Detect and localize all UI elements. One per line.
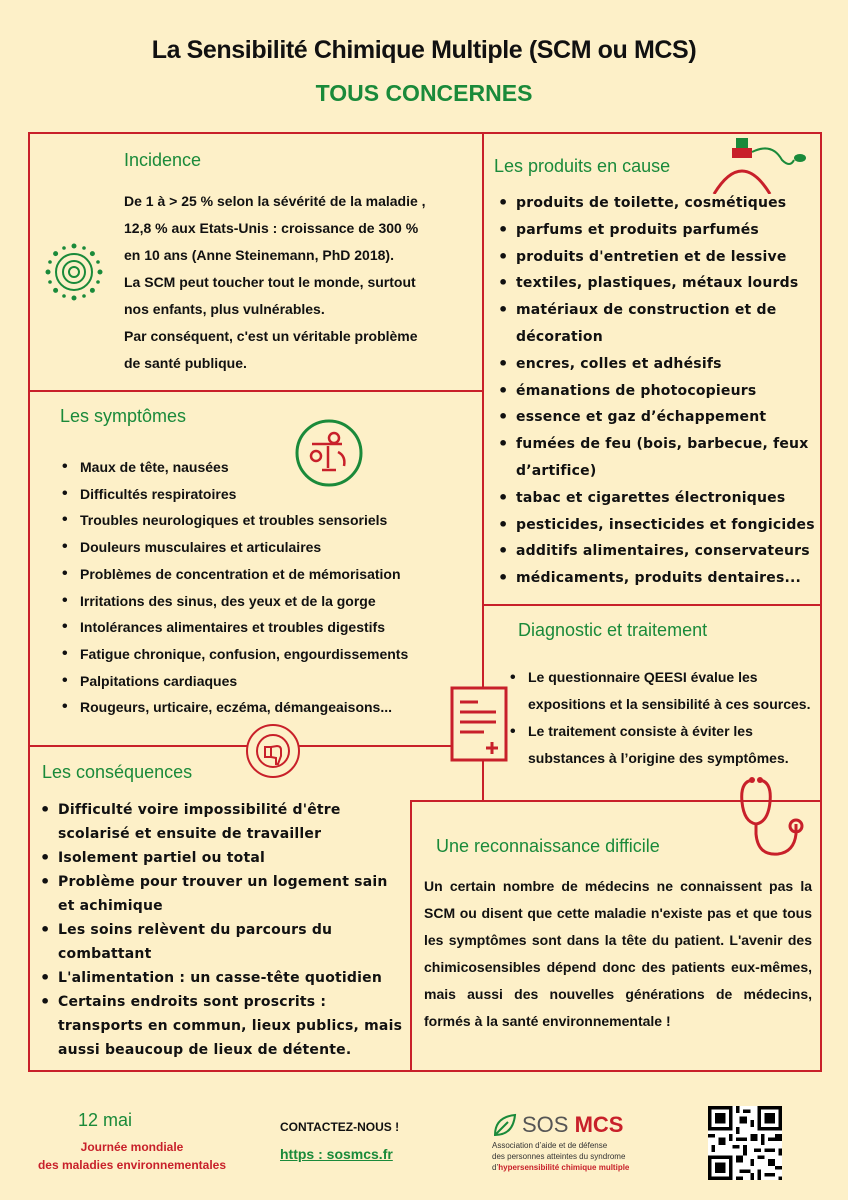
logo-title: SOS MCS xyxy=(522,1112,624,1137)
list-item: • Palpitations cardiaques xyxy=(58,668,468,695)
incidence-text: De 1 à > 25 % selon la sévérité de la maladie , 12,8 % aux Etats-Unis : croissance de 300 % en 10 ans (Anne Steinemann, PhD 2018). La SCM peut toucher tout le monde, surtout nos enfants, plus vulnérables. Par conséquent, c'est un véritable problème de santé publique. xyxy=(124,193,426,371)
list-item: • parfums et produits parfumés xyxy=(494,217,816,244)
list-item: • fumées de feu (bois, barbecue, feux d’artifice) xyxy=(494,431,816,485)
thumbs-down-icon xyxy=(244,722,302,780)
produits-heading: Les produits en cause xyxy=(494,156,671,176)
list-item: • tabac et cigarettes électroniques xyxy=(494,485,816,512)
list-item: • Rougeurs, urticaire, eczéma, démangeaisons... xyxy=(58,694,468,721)
page-title: La Sensibilité Chimique Multiple (SCM ou MCS) xyxy=(151,36,697,64)
list-item: • Isolement partiel ou total xyxy=(36,846,408,870)
list-item: • produits de toilette, cosmétiques xyxy=(494,190,816,217)
virus-icon xyxy=(44,242,104,302)
stethoscope-icon xyxy=(734,774,814,862)
list-item: • encres, colles et adhésifs xyxy=(494,351,816,378)
list-item: • Troubles neurologiques et troubles sensoriels xyxy=(58,507,468,534)
logo-tagline: Association d’aide et de défense des personnes atteintes du syndrome d’hypersensibilité chimique multiple xyxy=(492,1141,630,1172)
list-item: • additifs alimentaires, conservateurs xyxy=(494,538,816,565)
list-item: • Les soins relèvent du parcours du combattant xyxy=(36,918,408,966)
list-item: • L'alimentation : un casse-tête quotidien xyxy=(36,966,408,990)
reconnaissance-heading: Une reconnaissance difficile xyxy=(436,836,660,856)
diagnostic-heading: Diagnostic et traitement xyxy=(518,620,708,640)
list-item: • matériaux de construction et de décoration xyxy=(494,297,816,351)
contact-label: CONTACTEZ-NOUS ! xyxy=(280,1120,400,1134)
list-item: • essence et gaz d’échappement xyxy=(494,404,816,431)
list-item: • pesticides, insecticides et fongicides xyxy=(494,512,816,539)
produits-list xyxy=(494,190,816,592)
consequences-list xyxy=(36,798,408,1062)
footer-date: 12 mai xyxy=(78,1110,133,1130)
diagnostic-list xyxy=(506,664,818,772)
list-item: • Maux de tête, nausées xyxy=(58,454,468,481)
list-item: • Difficulté voire impossibilité d'être scolarisé et ensuite de travailler xyxy=(36,798,408,846)
page-subtitle: TOUS CONCERNES xyxy=(315,80,533,106)
list-item: • Le traitement consiste à éviter les substances à l’origine des symptômes. xyxy=(506,718,818,772)
symptomes-heading: Les symptômes xyxy=(60,406,187,426)
list-item: • textiles, plastiques, métaux lourds xyxy=(494,270,816,297)
reconnaissance-text: Un certain nombre de médecins ne connaissent pas la SCM ou disent que cette maladie n'existe pas et que tous les symptômes sont dans la tête du patient. L'avenir des chimicosensibles dépend donc des patients eux-mêmes, mais aussi des nouvelles générations de médecins, formés à la santé environnementale ! xyxy=(424,878,812,1029)
list-item: • Le questionnaire QEESI évalue les expositions et la sensibilité à ces sources. xyxy=(506,664,818,718)
list-item: • produits d'entretien et de lessive xyxy=(494,244,816,271)
list-item: • Fatigue chronique, confusion, engourdissements xyxy=(58,641,468,668)
footer-journee: Journée mondiale des maladies environnementales xyxy=(37,1140,227,1172)
list-item: • médicaments, produits dentaires... xyxy=(494,565,816,592)
medical-document-icon xyxy=(448,684,510,764)
consequences-heading: Les conséquences xyxy=(42,762,193,782)
list-item: • Problèmes de concentration et de mémorisation xyxy=(58,561,468,588)
list-item: • Irritations des sinus, des yeux et de la gorge xyxy=(58,588,468,615)
list-item: • Difficultés respiratoires xyxy=(58,481,468,508)
list-item: • émanations de photocopieurs xyxy=(494,378,816,405)
incidence-heading: Incidence xyxy=(124,150,202,170)
list-item: • Douleurs musculaires et articulaires xyxy=(58,534,468,561)
list-item: • Intolérances alimentaires et troubles digestifs xyxy=(58,614,468,641)
list-item: • Certains endroits sont proscrits : transports en commun, lieux publics, mais aussi beaucoup de lieux de détente. xyxy=(36,990,408,1062)
qr-code-icon[interactable] xyxy=(708,1106,782,1180)
website-link[interactable]: https : sosmcs.fr xyxy=(280,1146,393,1162)
leaf-logo-icon xyxy=(492,1112,518,1138)
symptomes-list xyxy=(58,454,468,721)
perfume-bottle-icon xyxy=(710,134,810,194)
list-item: • Problème pour trouver un logement sain et achimique xyxy=(36,870,408,918)
